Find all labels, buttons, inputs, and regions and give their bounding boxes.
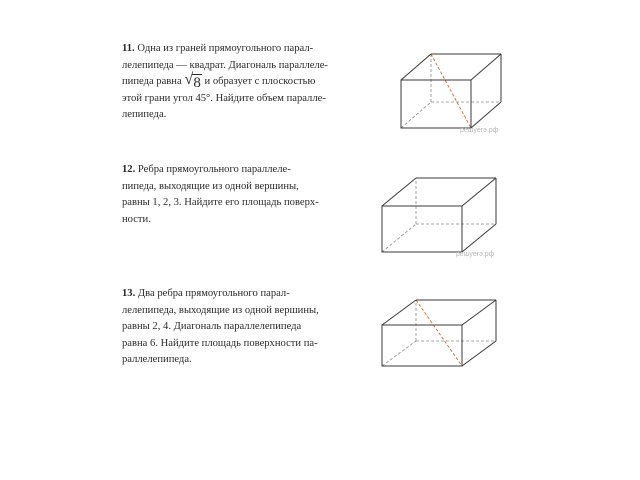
problem-12-line-1: Ребра прямоугольного параллеле- bbox=[135, 164, 291, 175]
problem-12-line-4: ности. bbox=[122, 213, 151, 225]
sqrt-radicand: 8 bbox=[193, 75, 201, 91]
sqrt-expression bbox=[184, 71, 202, 91]
problem-11-line-1: Одна из граней прямоугольного парал- bbox=[134, 43, 314, 54]
problem-11-line-2: лелепипеда — квадрат. Диагональ параллеле- bbox=[122, 59, 328, 71]
problem-13-line-3: равны 2, 4. Диагональ параллелепипеда bbox=[122, 321, 302, 332]
problem-12-number: 12. bbox=[122, 164, 136, 175]
radical-sign-icon: √ bbox=[184, 71, 194, 88]
problem-11-text bbox=[122, 41, 392, 124]
box-12 bbox=[378, 172, 504, 258]
problem-13-figure bbox=[378, 296, 504, 372]
problem-11-line-3a: пипеда равна bbox=[122, 76, 185, 87]
problem-12-text bbox=[122, 162, 372, 228]
problem-13-line-2: лелепипеда, выходящие из одной вершины, bbox=[122, 304, 319, 316]
problem-11-line-4: этой грани угол 45°. Найдите объем паралле- bbox=[122, 92, 326, 104]
problem-13-number: 13. bbox=[122, 288, 136, 299]
problem-13-line-4: равна 6. Найдите площадь поверхности па- bbox=[122, 337, 318, 349]
problem-12-line-2: пипеда, выходящие из одной вершины, bbox=[122, 180, 299, 192]
box-with-diagonal-11 bbox=[398, 40, 510, 136]
problem-13-line-5: раллелепипеда. bbox=[122, 354, 192, 365]
watermark-11: решуегэ.рф bbox=[460, 127, 499, 134]
problem-13-line-1: Два ребра прямоугольного парал- bbox=[135, 288, 290, 299]
problem-11-number: 11. bbox=[122, 43, 135, 54]
box-with-diagonal-13 bbox=[378, 296, 504, 372]
problem-13-text bbox=[122, 286, 374, 369]
problem-12-line-3: равны 1, 2, 3. Найдите его площадь поверх- bbox=[122, 197, 319, 208]
problem-11-figure bbox=[398, 40, 510, 136]
problem-11-line-3b: и образует с плоскостью bbox=[204, 76, 316, 87]
problem-11-line-5: лепипеда. bbox=[122, 109, 167, 120]
watermark-12: решуегэ.рф bbox=[456, 251, 495, 258]
problem-12-figure bbox=[378, 172, 504, 258]
